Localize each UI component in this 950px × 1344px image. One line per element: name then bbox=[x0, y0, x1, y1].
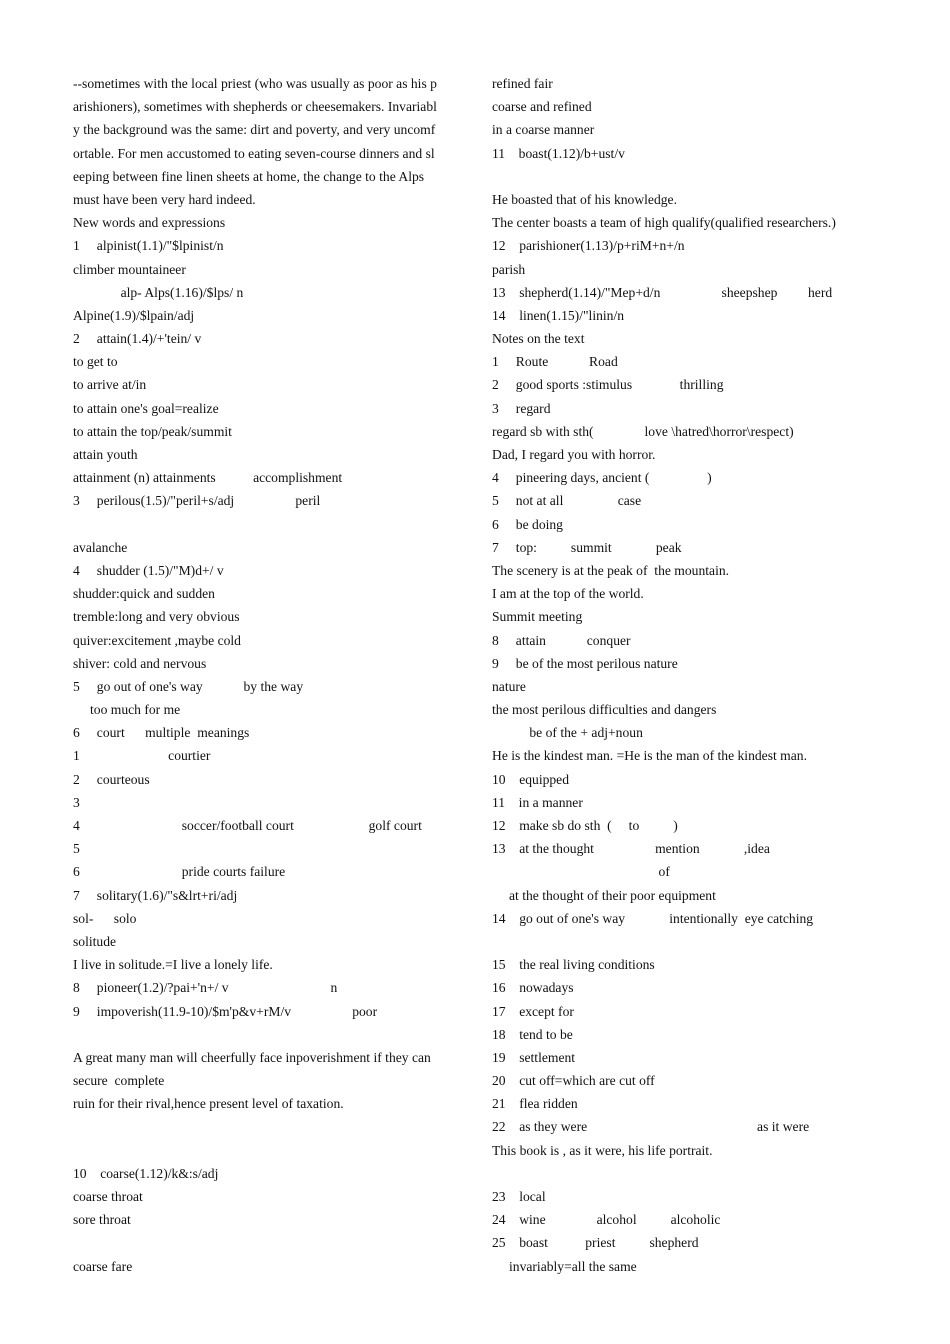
left-line: quiver:excitement ,maybe cold bbox=[73, 632, 241, 648]
right-line: 12 parishioner(1.13)/p+riM+n+/n bbox=[492, 238, 685, 254]
left-line: Alpine(1.9)/$lpain/adj bbox=[73, 307, 195, 323]
right-line: 7 top: summit peak bbox=[492, 539, 682, 555]
right-line: The center boasts a team of high qualify(qualified researchers.) bbox=[492, 215, 836, 231]
left-line: climber mountaineer bbox=[73, 261, 186, 277]
right-line: 10 equipped bbox=[492, 771, 570, 787]
left-line: to arrive at/in bbox=[73, 377, 147, 393]
right-line: He boasted that of his knowledge. bbox=[492, 191, 677, 207]
left-line: to get to bbox=[73, 354, 118, 370]
right-line bbox=[492, 1162, 912, 1185]
right-line: the most perilous difficulties and dangers bbox=[492, 702, 717, 718]
right-column bbox=[492, 72, 912, 1278]
left-line: 1 courtier bbox=[73, 748, 211, 764]
left-line: eeping between fine linen sheets at home, the change to the Alps bbox=[73, 168, 425, 184]
right-line: nature bbox=[492, 678, 526, 694]
left-line bbox=[73, 1023, 458, 1046]
right-line: 8 attain conquer bbox=[492, 632, 631, 648]
left-line: 10 coarse(1.12)/k&:s/adj bbox=[73, 1165, 219, 1181]
right-line: I am at the top of the world. bbox=[492, 586, 644, 602]
left-line: 9 impoverish(11.9-10)/$m'p&v+rM/v poor bbox=[73, 1003, 378, 1019]
right-line: 25 boast priest shepherd bbox=[492, 1235, 699, 1251]
left-line bbox=[73, 1231, 458, 1254]
right-line: of bbox=[492, 864, 670, 880]
right-line: coarse and refined bbox=[492, 99, 592, 115]
right-line: 11 boast(1.12)/b+ust/v bbox=[492, 145, 625, 161]
right-line: 22 as they were as it were bbox=[492, 1119, 810, 1135]
right-line: 19 settlement bbox=[492, 1049, 576, 1065]
left-line: must have been very hard indeed. bbox=[73, 191, 256, 207]
left-line: 2 courteous bbox=[73, 771, 150, 787]
left-line: arishioners), sometimes with shepherds or cheesemakers. Invariabl bbox=[73, 99, 437, 115]
left-line: sore throat bbox=[73, 1212, 131, 1228]
right-line: be of the + adj+noun bbox=[492, 725, 643, 741]
right-line: at the thought of their poor equipment bbox=[492, 887, 716, 903]
right-line: 12 make sb do sth ( to ) bbox=[492, 818, 678, 833]
left-line: shudder:quick and sudden bbox=[73, 586, 215, 602]
right-line: in a coarse manner bbox=[492, 122, 595, 138]
left-line: 4 soccer/football court golf court bbox=[73, 818, 422, 833]
right-line: 1 Route Road bbox=[492, 354, 618, 370]
left-line: tremble:long and very obvious bbox=[73, 609, 240, 625]
right-line: 15 the real living conditions bbox=[492, 957, 655, 973]
left-line: y the background was the same: dirt and poverty, and very uncomf bbox=[73, 122, 436, 138]
right-line: 2 good sports :stimulus thrilling bbox=[492, 377, 724, 393]
left-line: New words and expressions bbox=[73, 215, 226, 231]
left-line: to attain one's goal=realize bbox=[73, 400, 219, 416]
right-line: 18 tend to be bbox=[492, 1026, 573, 1042]
right-line: 6 be doing bbox=[492, 516, 563, 532]
left-line: 6 pride courts failure bbox=[73, 864, 286, 880]
left-line: 7 solitary(1.6)/"s&lrt+ri/adj bbox=[73, 887, 238, 903]
right-line: 5 not at all case bbox=[492, 493, 642, 509]
left-line: 4 shudder (1.5)/"M)d+/ v bbox=[73, 562, 224, 578]
left-line: shiver: cold and nervous bbox=[73, 655, 207, 671]
right-line bbox=[492, 165, 912, 188]
left-line bbox=[73, 1139, 458, 1162]
right-line: 14 linen(1.15)/"linin/n bbox=[492, 307, 625, 323]
left-line: solitude bbox=[73, 933, 117, 949]
left-line: --sometimes with the local priest (who was usually as poor as his p bbox=[73, 76, 437, 91]
left-line bbox=[73, 1115, 458, 1138]
right-line: 24 wine alcohol alcoholic bbox=[492, 1212, 721, 1228]
right-line: Dad, I regard you with horror. bbox=[492, 447, 656, 462]
right-line: 13 at the thought mention ,idea bbox=[492, 841, 770, 857]
left-line: I live in solitude.=I live a lonely life. bbox=[73, 957, 273, 973]
right-line: He is the kindest man. =He is the man of the kindest man. bbox=[492, 748, 807, 764]
left-line: 8 pioneer(1.2)/?pai+'n+/ v n bbox=[73, 980, 338, 996]
right-line: regard sb with sth( love \hatred\horror\respect) bbox=[492, 423, 794, 439]
left-line: sol- solo bbox=[73, 910, 137, 926]
left-line: 6 court multiple meanings bbox=[73, 725, 250, 741]
right-line: 9 be of the most perilous nature bbox=[492, 655, 678, 671]
left-line: A great many man will cheerfully face inpoverishment if they can bbox=[73, 1049, 431, 1065]
left-line: attain youth bbox=[73, 447, 138, 462]
left-line: ortable. For men accustomed to eating seven-course dinners and sl bbox=[73, 145, 435, 161]
right-line: invariably=all the same bbox=[492, 1258, 637, 1274]
left-line: coarse fare bbox=[73, 1258, 133, 1274]
left-line: 1 alpinist(1.1)/"$lpinist/n bbox=[73, 238, 224, 254]
right-line: 3 regard bbox=[492, 400, 551, 416]
left-line: coarse throat bbox=[73, 1189, 143, 1204]
right-line: 13 shepherd(1.14)/"Mep+d/n sheepshep herd bbox=[492, 284, 833, 300]
left-line: 5 bbox=[73, 841, 80, 857]
right-line: 11 in a manner bbox=[492, 794, 583, 810]
right-line: parish bbox=[492, 261, 526, 277]
right-line: Summit meeting bbox=[492, 609, 583, 625]
left-line: avalanche bbox=[73, 539, 128, 555]
left-line: 5 go out of one's way by the way bbox=[73, 678, 304, 694]
left-line: to attain the top/peak/summit bbox=[73, 423, 232, 439]
right-line: The scenery is at the peak of the mountain. bbox=[492, 562, 730, 578]
right-line bbox=[492, 930, 912, 953]
left-line: 2 attain(1.4)/+'tein/ v bbox=[73, 331, 202, 347]
left-line: 3 bbox=[73, 794, 80, 810]
right-line: 14 go out of one's way intentionally eye catching bbox=[492, 910, 814, 926]
left-column bbox=[73, 72, 458, 1278]
right-line: 17 except for bbox=[492, 1003, 574, 1019]
left-line: ruin for their rival,hence present level of taxation. bbox=[73, 1096, 344, 1112]
left-line bbox=[73, 513, 458, 536]
right-line: 20 cut off=which are cut off bbox=[492, 1073, 655, 1089]
left-line: secure complete bbox=[73, 1073, 165, 1089]
right-line: Notes on the text bbox=[492, 331, 585, 347]
left-line: 3 perilous(1.5)/"peril+s/adj peril bbox=[73, 493, 321, 509]
left-line: attainment (n) attainments accomplishment bbox=[73, 470, 343, 486]
left-line: alp- Alps(1.16)/$lps/ n bbox=[73, 284, 244, 300]
right-line: 16 nowadays bbox=[492, 980, 574, 996]
right-line: refined fair bbox=[492, 76, 553, 91]
right-line: This book is , as it were, his life portrait. bbox=[492, 1142, 713, 1158]
right-line: 4 pineering days, ancient ( ) bbox=[492, 470, 712, 486]
right-line: 21 flea ridden bbox=[492, 1096, 578, 1112]
left-line: too much for me bbox=[73, 702, 181, 718]
right-line: 23 local bbox=[492, 1189, 546, 1204]
